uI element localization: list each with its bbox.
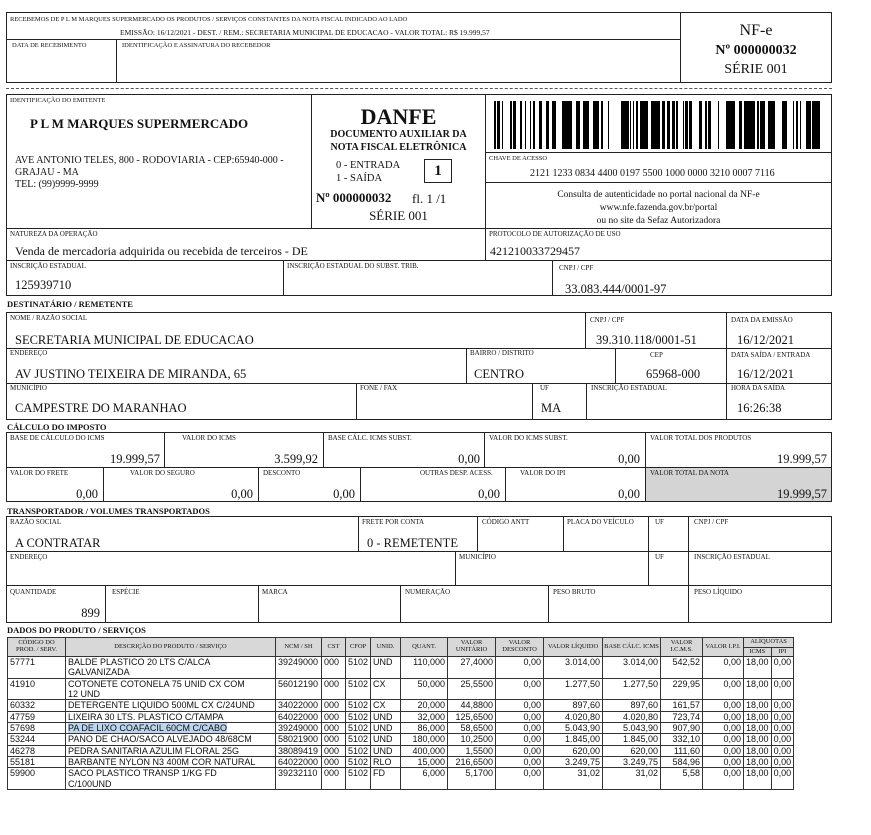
dest-cep: 65968-000 — [646, 367, 701, 381]
cell-vunit: 5,1700 — [448, 768, 496, 790]
dest-nome: SECRETARIA MUNICIPAL DE EDUCACAO — [15, 333, 254, 347]
cell-aipi: 0,00 — [771, 711, 794, 722]
cell-aipi: 0,00 — [771, 745, 794, 756]
canhoto-text1: RECEBEMOS DE P L M MARQUES SUPERMERCADO OS PRODUTOS / SERVIÇOS CONSTANTES DA NOTA FISCAL INDICADO AO LADO — [10, 16, 408, 23]
transp-marca-label: MARCA — [262, 588, 288, 596]
total-produtos-label: VALOR TOTAL DOS PRODUTOS — [650, 434, 752, 442]
transp-uf2-label: UF — [655, 553, 664, 561]
frete-label: VALOR DO FRETE — [10, 469, 69, 477]
outras-label: OUTRAS DESP. ACESS. — [420, 469, 493, 477]
vicms-valor: 3.599,92 — [274, 452, 318, 466]
dest-endereco-label: ENDEREÇO — [10, 349, 48, 357]
cell-vicms: 5,58 — [661, 768, 703, 790]
dest-cnpj: 39.310.118/0001-51 — [596, 333, 697, 347]
cell-ncm: 39232110 — [276, 768, 322, 790]
cell-vliq: 4.020,80 — [544, 711, 603, 722]
cell-vdesc: 0,00 — [496, 711, 544, 722]
transp-razao-label: RAZÃO SOCIAL — [10, 518, 62, 526]
cell-vicms: 723,74 — [661, 711, 703, 722]
danfe-numero: Nº 000000032 — [316, 190, 392, 205]
cell-vdesc: 0,00 — [496, 745, 544, 756]
cell-vliq: 1.845,00 — [544, 734, 603, 745]
cell-unid: CX — [371, 700, 401, 711]
transp-qtd-label: QUANTIDADE — [10, 588, 57, 596]
bc-st-label: BASE CÁLC. ICMS SUBST. — [328, 434, 412, 442]
dest-endereco: AV JUSTINO TEIXEIRA DE MIRANDA, 65 — [15, 367, 247, 381]
cell-aicms: 18,00 — [744, 757, 772, 768]
th-aliq-ipi: IPI — [771, 648, 794, 657]
th-vliq: VALOR LÍQUIDO — [544, 638, 603, 657]
cell-bc: 5.043,90 — [603, 723, 661, 734]
dest-bairro: CENTRO — [474, 367, 524, 381]
cell-vliq: 1.277,50 — [544, 678, 603, 700]
cell-codigo: 53244 — [8, 734, 66, 745]
total-nota-label: VALOR TOTAL DA NOTA — [650, 469, 729, 477]
cell-aipi: 0,00 — [771, 723, 794, 734]
transp-frete: 0 - REMETENTE — [367, 536, 458, 550]
dest-uf: MA — [541, 401, 562, 415]
cell-codigo: 59900 — [8, 768, 66, 790]
cell-quant: 180,000 — [401, 734, 448, 745]
cell-cst: 000 — [322, 657, 346, 679]
th-ncm: NCM / SH — [276, 638, 322, 657]
cell-vunit: 27,4000 — [448, 657, 496, 679]
canhoto-serie: SÉRIE 001 — [724, 62, 788, 77]
dest-municipio: CAMPESTRE DO MARANHAO — [15, 401, 187, 415]
cell-unid: UND — [371, 745, 401, 756]
cell-vipi: 0,00 — [703, 757, 744, 768]
total-nota-valor: 19.999,57 — [777, 487, 827, 501]
cell-vicms: 542,52 — [661, 657, 703, 679]
cell-quant: 20,000 — [401, 700, 448, 711]
cell-quant: 110,000 — [401, 657, 448, 679]
cnpj-emit-label: CNPJ / CPF — [559, 264, 594, 272]
cell-ncm: 64022000 — [276, 757, 322, 768]
cell-descricao: SACO PLASTICO TRANSP 1/KG FD C/100UND — [66, 768, 276, 790]
transp-peso-liquido-label: PESO LÍQUIDO — [694, 588, 743, 596]
cell-aipi: 0,00 — [771, 734, 794, 745]
cell-unid: RLO — [371, 757, 401, 768]
dest-cep-label: CEP — [650, 351, 663, 359]
cell-cst: 000 — [322, 734, 346, 745]
canhoto-text2: EMISSÃO: 16/12/2021 - DEST. / REM.: SECRETARIA MUNICIPAL DE EDUCACAO - VALOR TOTAL: R$ 19.999,57 — [120, 28, 490, 37]
emitente-endereco1: AVE ANTONIO TELES, 800 - RODOVIARIA - CEP:65940-000 - — [15, 155, 284, 166]
cell-vdesc: 0,00 — [496, 768, 544, 790]
cell-vdesc: 0,00 — [496, 700, 544, 711]
cell-vliq: 897,60 — [544, 700, 603, 711]
transportador-title: TRANSPORTADOR / VOLUMES TRANSPORTADOS — [7, 506, 210, 516]
cell-cfop: 5102 — [346, 768, 371, 790]
cell-vunit: 44,8800 — [448, 700, 496, 711]
cnpj-emit-valor: 33.083.444/0001-97 — [565, 282, 667, 296]
cell-vipi: 0,00 — [703, 734, 744, 745]
transp-placa-label: PLACA DO VEÍCULO — [567, 518, 634, 526]
imposto-title: CÁLCULO DO IMPOSTO — [7, 422, 107, 432]
table-row — [8, 657, 794, 679]
cell-descricao: BARBANTE NYLON N3 400M COR NATURAL — [66, 757, 276, 768]
consulta1: Consulta de autenticidade no portal nacional da NF-e — [557, 190, 760, 200]
cell-aipi: 0,00 — [771, 657, 794, 679]
dest-hora-label: HORA DA SAÍDA — [731, 384, 786, 392]
th-cfop: CFOP — [346, 638, 371, 657]
dest-ie-label: INSCRIÇÃO ESTADUAL — [591, 384, 667, 392]
bc-icms-label: BASE DE CÁLCULO DO ICMS — [10, 434, 105, 442]
ie-label: INSCRIÇÃO ESTADUAL — [10, 262, 86, 270]
table-row — [8, 723, 794, 734]
cell-bc: 3.249,75 — [603, 757, 661, 768]
dest-fone-label: FONE / FAX — [360, 384, 398, 392]
cell-vliq: 620,00 — [544, 745, 603, 756]
cell-codigo: 57771 — [8, 657, 66, 679]
cell-vunit: 216,6500 — [448, 757, 496, 768]
cell-descricao: BALDE PLASTICO 20 LTS C/ALCA GALVANIZADA — [66, 657, 276, 679]
cell-vicms: 907,90 — [661, 723, 703, 734]
vicms-label: VALOR DO ICMS — [182, 434, 236, 442]
cell-cfop: 5102 — [346, 745, 371, 756]
chave-label: CHAVE DE ACESSO — [489, 155, 548, 162]
cell-vipi: 0,00 — [703, 768, 744, 790]
vicms-st-valor: 0,00 — [618, 452, 640, 466]
cell-cfop: 5102 — [346, 757, 371, 768]
vicms-st-label: VALOR DO ICMS SUBST. — [489, 434, 568, 442]
cell-quant: 50,000 — [401, 678, 448, 700]
cell-vicms: 111,60 — [661, 745, 703, 756]
transp-ie-label: INSCRIÇÃO ESTADUAL — [694, 553, 770, 561]
cell-vunit: 58,6500 — [448, 723, 496, 734]
data-recebimento-label: DATA DE RECEBIMENTO — [12, 42, 87, 49]
table-row — [8, 768, 794, 790]
cell-vipi: 0,00 — [703, 723, 744, 734]
desconto-valor: 0,00 — [333, 487, 355, 501]
cell-unid: UND — [371, 657, 401, 679]
cell-vliq: 5.043,90 — [544, 723, 603, 734]
th-unid: UNID. — [371, 638, 401, 657]
emitente-endereco2: GRAJAU - MA — [15, 167, 79, 178]
cell-vicms: 332,10 — [661, 734, 703, 745]
protocolo-valor: 421210033729457 — [490, 244, 580, 258]
cell-unid: CX — [371, 678, 401, 700]
cell-bc: 620,00 — [603, 745, 661, 756]
cell-cst: 000 — [322, 678, 346, 700]
cell-cfop: 5102 — [346, 723, 371, 734]
outras-valor: 0,00 — [478, 487, 500, 501]
th-descricao: DESCRIÇÃO DO PRODUTO / SERVIÇO — [66, 638, 276, 657]
cell-quant: 400,000 — [401, 745, 448, 756]
produtos-title: DADOS DO PRODUTO / SERVIÇOS — [7, 625, 146, 635]
th-vipi: VALOR I.P.I. — [703, 638, 744, 657]
th-vdesc: VALOR DESCONTO — [496, 638, 544, 657]
cell-ncm: 34022000 — [276, 700, 322, 711]
transp-antt-label: CÓDIGO ANTT — [482, 518, 530, 526]
ipi-label: VALOR DO IPI — [520, 469, 566, 477]
cell-vdesc: 0,00 — [496, 757, 544, 768]
cell-vdesc: 0,00 — [496, 734, 544, 745]
transp-uf-label: UF — [655, 518, 664, 526]
transp-numeracao-label: NUMERAÇÃO — [405, 588, 451, 596]
cell-bc: 1.845,00 — [603, 734, 661, 745]
cell-aicms: 18,00 — [744, 745, 772, 756]
dest-saida: 16/12/2021 — [737, 367, 794, 381]
cell-bc: 897,60 — [603, 700, 661, 711]
dest-nome-label: NOME / RAZÃO SOCIAL — [10, 314, 88, 322]
assinatura-label: IDENTIFICAÇÃO E ASSINATURA DO RECEBEDOR — [122, 42, 271, 49]
danfe-entrada: 0 - ENTRADA — [336, 160, 401, 171]
th-cst: CST — [322, 638, 346, 657]
cell-vunit: 125,6500 — [448, 711, 496, 722]
cell-cfop: 5102 — [346, 678, 371, 700]
cell-unid: UND — [371, 711, 401, 722]
danfe-sub2: NOTA FISCAL ELETRÔNICA — [330, 142, 467, 153]
cell-vliq: 3.014,00 — [544, 657, 603, 679]
cell-codigo: 46278 — [8, 745, 66, 756]
transp-cnpj-label: CNPJ / CPF — [694, 518, 729, 526]
cell-descricao: LIXEIRA 30 LTS. PLASTICO C/TAMPA — [66, 711, 276, 722]
ipi-valor: 0,00 — [618, 487, 640, 501]
th-vicms: VALOR I.C.M.S. — [661, 638, 703, 657]
dest-municipio-label: MUNICÍPIO — [10, 384, 47, 392]
products-table — [7, 637, 794, 790]
cell-codigo: 55181 — [8, 757, 66, 768]
ie-valor: 125939710 — [15, 278, 72, 292]
natureza-valor: Venda de mercadoria adquirida ou recebida de terceiros - DE — [15, 244, 308, 258]
danfe-serie: SÉRIE 001 — [369, 208, 428, 223]
cell-unid: UND — [371, 723, 401, 734]
cell-vunit: 10,2500 — [448, 734, 496, 745]
danfe-saida: 1 - SAÍDA — [336, 173, 383, 184]
bc-icms-valor: 19.999,57 — [110, 452, 160, 466]
dest-saida-label: DATA SAÍDA / ENTRADA — [731, 351, 811, 359]
cell-vipi: 0,00 — [703, 700, 744, 711]
transp-peso-bruto-label: PESO BRUTO — [553, 588, 596, 596]
cell-aicms: 18,00 — [744, 678, 772, 700]
dest-hora: 16:26:38 — [737, 401, 782, 415]
cell-cst: 000 — [322, 711, 346, 722]
table-row — [8, 734, 794, 745]
cell-ncm: 38089419 — [276, 745, 322, 756]
chave-valor: 2121 1233 0834 4400 0197 5500 1000 0000 3210 0007 7116 — [530, 168, 775, 179]
cell-aipi: 0,00 — [771, 757, 794, 768]
cell-vipi: 0,00 — [703, 657, 744, 679]
cell-cfop: 5102 — [346, 700, 371, 711]
cell-cst: 000 — [322, 757, 346, 768]
danfe-folha: fl. 1 /1 — [412, 191, 447, 206]
th-bc: BASE CÁLC. ICMS — [603, 638, 661, 657]
total-produtos-valor: 19.999,57 — [777, 452, 827, 466]
cell-aicms: 18,00 — [744, 768, 772, 790]
dest-emissao: 16/12/2021 — [737, 333, 794, 347]
table-row — [8, 700, 794, 711]
cut-line — [6, 88, 832, 89]
emitente-telefone: TEL: (99)9999-9999 — [15, 179, 99, 190]
cell-aicms: 18,00 — [744, 734, 772, 745]
barcode — [494, 101, 824, 149]
seguro-valor: 0,00 — [231, 487, 253, 501]
danfe-sub1: DOCUMENTO AUXILIAR DA — [330, 129, 467, 140]
cell-ncm: 56012190 — [276, 678, 322, 700]
cell-aicms: 18,00 — [744, 711, 772, 722]
cell-bc: 31,02 — [603, 768, 661, 790]
dest-cnpj-label: CNPJ / CPF — [590, 316, 625, 324]
cell-ncm: 64022000 — [276, 711, 322, 722]
cell-ncm: 58021900 — [276, 734, 322, 745]
cell-bc: 1.277,50 — [603, 678, 661, 700]
table-row — [8, 678, 794, 700]
transp-razao: A CONTRATAR — [15, 536, 101, 550]
cell-aipi: 0,00 — [771, 768, 794, 790]
cell-aicms: 18,00 — [744, 723, 772, 734]
cell-vipi: 0,00 — [703, 745, 744, 756]
th-quant: QUANT. — [401, 638, 448, 657]
transp-qtd: 899 — [81, 606, 100, 620]
cell-ncm: 39249000 — [276, 723, 322, 734]
seguro-label: VALOR DO SEGURO — [130, 469, 195, 477]
th-aliq: ALÍQUOTAS — [744, 638, 794, 648]
protocolo-label: PROTOCOLO DE AUTORIZAÇÃO DE USO — [489, 230, 621, 238]
cell-descricao: PEDRA SANITARIA AZULIM FLORAL 25G — [66, 745, 276, 756]
dest-bairro-label: BAIRRO / DISTRITO — [470, 349, 534, 357]
cell-quant: 15,000 — [401, 757, 448, 768]
th-codigo: CÓDIGO DO PROD. / SERV. — [8, 638, 66, 657]
dest-emissao-label: DATA DA EMISSÃO — [731, 316, 793, 324]
transp-endereco-label: ENDEREÇO — [10, 553, 48, 561]
desconto-label: DESCONTO — [263, 469, 301, 477]
cell-descricao: PA DE LIXO COAFACIL 60CM C/CABO — [66, 723, 276, 734]
cell-codigo: 57698 — [8, 723, 66, 734]
table-row — [8, 745, 794, 756]
cell-cfop: 5102 — [346, 734, 371, 745]
consulta3: ou no site da Sefaz Autorizadora — [596, 216, 721, 226]
cell-vicms: 161,57 — [661, 700, 703, 711]
cell-bc: 3.014,00 — [603, 657, 661, 679]
cell-vdesc: 0,00 — [496, 657, 544, 679]
cell-vliq: 31,02 — [544, 768, 603, 790]
cell-vliq: 3.249,75 — [544, 757, 603, 768]
cell-vdesc: 0,00 — [496, 723, 544, 734]
dest-uf-label: UF — [540, 384, 549, 392]
cell-quant: 32,000 — [401, 711, 448, 722]
cell-vunit: 1,5500 — [448, 745, 496, 756]
cell-bc: 4.020,80 — [603, 711, 661, 722]
cell-cst: 000 — [322, 723, 346, 734]
transp-municipio-label: MUNICÍPIO — [459, 553, 496, 561]
cell-vdesc: 0,00 — [496, 678, 544, 700]
danfe-tipo: 1 — [434, 163, 442, 179]
cell-vipi: 0,00 — [703, 678, 744, 700]
emitente-nome: P L M MARQUES SUPERMERCADO — [30, 116, 249, 131]
danfe-title: DANFE — [360, 104, 437, 129]
cell-descricao: DETERGENTE LIQUIDO 500ML CX C/24UND — [66, 700, 276, 711]
cell-codigo: 47759 — [8, 711, 66, 722]
cell-cst: 000 — [322, 700, 346, 711]
th-aliq-icms: ICMS — [744, 648, 772, 657]
emitente-label: IDENTIFICAÇÃO DO EMITENTE — [10, 97, 106, 104]
cell-aicms: 18,00 — [744, 700, 772, 711]
cell-cst: 000 — [322, 745, 346, 756]
cell-descricao: PANO DE CHAO/SACO ALVEJADO 48/68CM — [66, 734, 276, 745]
transp-especie-label: ESPÉCIE — [112, 588, 140, 596]
cell-codigo: 60332 — [8, 700, 66, 711]
cell-codigo: 41910 — [8, 678, 66, 700]
cell-aicms: 18,00 — [744, 657, 772, 679]
cell-vicms: 584,96 — [661, 757, 703, 768]
cell-descricao: COTONETE COTONELA 75 UNID CX COM 12 UND — [66, 678, 276, 700]
cell-vicms: 229,95 — [661, 678, 703, 700]
th-vunit: VALOR UNITÁRIO — [448, 638, 496, 657]
cell-vunit: 25,5500 — [448, 678, 496, 700]
cell-aipi: 0,00 — [771, 678, 794, 700]
cell-quant: 6,000 — [401, 768, 448, 790]
cell-quant: 86,000 — [401, 723, 448, 734]
consulta2: www.nfe.fazenda.gov.br/portal — [599, 203, 718, 213]
cell-vipi: 0,00 — [703, 711, 744, 722]
cell-unid: UND — [371, 734, 401, 745]
cell-cfop: 5102 — [346, 711, 371, 722]
bc-st-valor: 0,00 — [458, 452, 480, 466]
destinatario-title: DESTINATÁRIO / REMETENTE — [7, 299, 133, 309]
table-row — [8, 757, 794, 768]
canhoto-nfe: NF-e — [739, 22, 773, 39]
canhoto-numero: Nº 000000032 — [715, 43, 797, 58]
ie-st-label: INSCRIÇÃO ESTADUAL DO SUBST. TRIB. — [287, 262, 419, 270]
cell-aipi: 0,00 — [771, 700, 794, 711]
cell-cst: 000 — [322, 768, 346, 790]
cell-unid: FD — [371, 768, 401, 790]
cell-ncm: 39249000 — [276, 657, 322, 679]
table-row — [8, 711, 794, 722]
transp-frete-label: FRETE POR CONTA — [362, 518, 425, 526]
natureza-label: NATUREZA DA OPERAÇÃO — [10, 230, 98, 238]
cell-cfop: 5102 — [346, 657, 371, 679]
frete-valor: 0,00 — [76, 487, 98, 501]
